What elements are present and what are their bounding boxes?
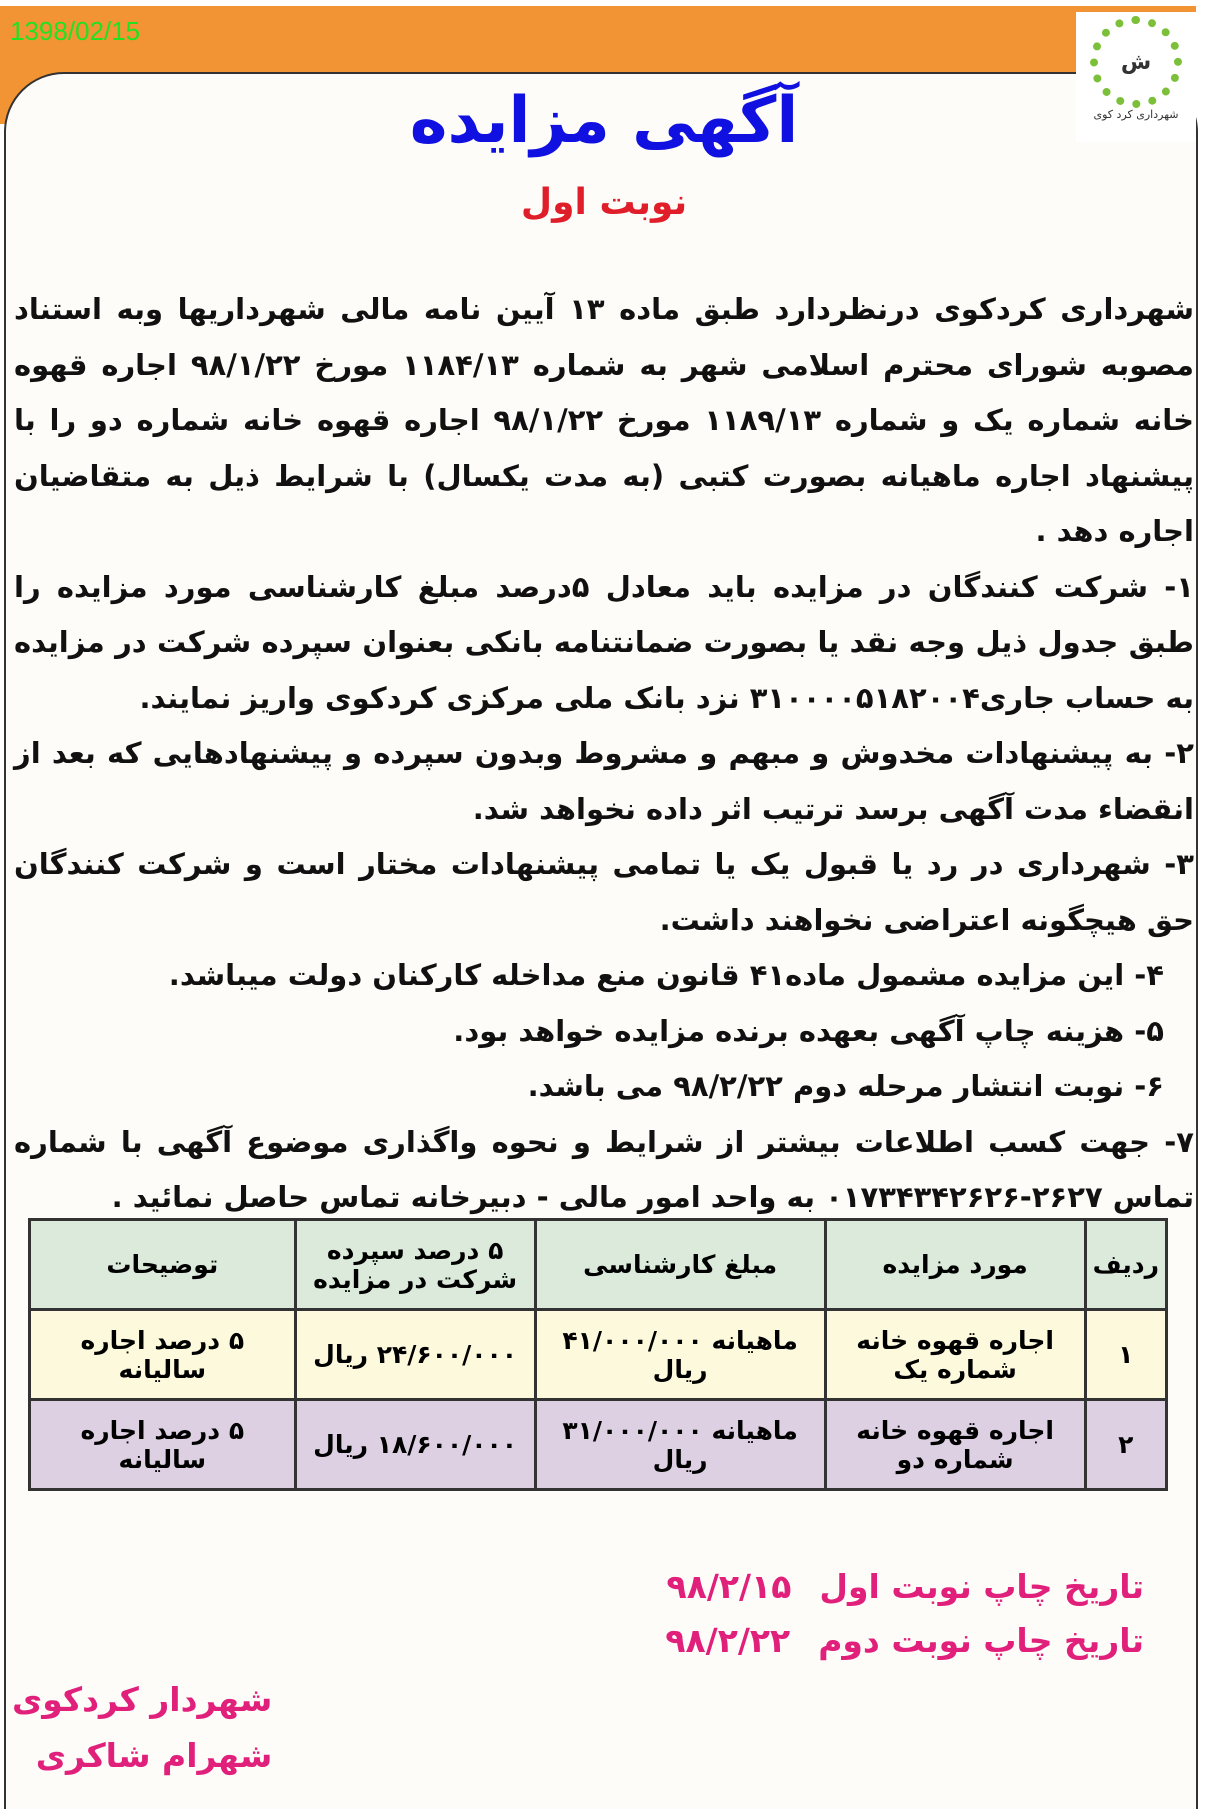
- condition-3: ۳- شهرداری در رد یا قبول یک یا تمامی پیشنهادات مختار است و شرکت کنندگان حق هیچگونه اعتراضی نخواهند داشت.: [14, 847, 1194, 937]
- col-header-notes: توضیحات: [30, 1220, 296, 1310]
- cell-row-number: ۲: [1085, 1400, 1166, 1490]
- page-title: آگهی مزایده: [409, 84, 799, 158]
- col-header-row-number: ردیف: [1085, 1220, 1166, 1310]
- print-dates: [665, 1560, 1144, 1668]
- print-date-first: [665, 1560, 1144, 1614]
- print-date-label: تاریخ چاپ نوبت اول: [819, 1567, 1144, 1606]
- col-header-item: مورد مزایده: [825, 1220, 1085, 1310]
- intro-paragraph: شهرداری کردکوی درنظردارد طبق ماده ۱۳ آیین نامه مالی شهرداریها وبه استناد مصوبه شورای محترم اسلامی شهر به شماره ۱۱۸۴/۱۳ مورخ ۹۸/۱/۲۲ اجاره قهوه خانه شماره یک و شماره ۱۱۸۹/۱۳ مورخ ۹۸/۱/۲۲ اجاره قهوه خانه شماره دو را با پیشنهاد اجاره ماهیانه بصورت کتبی (به مدت یکسال) با شرایط ذیل به متقاضیان اجاره دهد .: [14, 292, 1195, 548]
- print-date-label: تاریخ چاپ نوبت دوم: [818, 1621, 1144, 1660]
- table-row: [30, 1310, 1167, 1400]
- auction-table: [28, 1218, 1168, 1491]
- col-header-expert-price: مبلغ کارشناسی: [535, 1220, 825, 1310]
- cell-deposit: ۲۴/۶۰۰/۰۰۰ ریال: [295, 1310, 535, 1400]
- condition-2: ۲- به پیشنهادات مخدوش و مبهم و مشروط وبدون سپرده و پیشنهادهایی که بعد از انقضاء مدت آگهی برسد ترتیب اثر داده نخواهد شد.: [14, 736, 1194, 826]
- print-date-second: [665, 1614, 1144, 1668]
- signature-name: شهرام شاکری: [35, 1736, 273, 1775]
- col-header-deposit: ۵ درصد سپرده شرکت در مزایده: [295, 1220, 535, 1310]
- condition-6: ۶- نوبت انتشار مرحله دوم ۹۸/۲/۲۲ می باشد.: [527, 1069, 1164, 1103]
- print-date-value: ۹۸/۲/۲۲: [665, 1621, 791, 1660]
- page-subtitle: نوبت اول: [520, 182, 688, 223]
- cell-deposit: ۱۸/۶۰۰/۰۰۰ ریال: [295, 1400, 535, 1490]
- cell-notes: ۵ درصد اجاره سالیانه: [30, 1310, 296, 1400]
- condition-5: ۵- هزینه چاپ آگهی بعهده برنده مزایده خواهد بود.: [453, 1013, 1164, 1048]
- logo-emblem-icon: ش: [1090, 16, 1182, 108]
- table-row: [30, 1400, 1167, 1490]
- condition-4: ۴- این مزایده مشمول ماده۴۱ قانون منع مداخله کارکنان دولت میباشد.: [168, 958, 1164, 992]
- cell-item: اجاره قهوه خانه شماره یک: [825, 1310, 1085, 1400]
- condition-7: ۷- جهت کسب اطلاعات بیشتر از شرایط و نحوه واگذاری موضوع آگهی با شماره تماس ۲۶۲۷-۰۱۷۳۴۳۴۲۶۲۶ به واحد امور مالی - دبیرخانه تماس حاصل نمائید .: [14, 1124, 1194, 1214]
- condition-1: ۱- شرکت کنندگان در مزایده باید معادل ۵درصد مبلغ کارشناسی مورد مزایده را طبق جدول ذیل وجه نقد یا بصورت ضمانتنامه بانکی بعنوان سپرده شرکت در مزایده به حساب جاری۳۱۰۰۰۰۵۱۸۲۰۰۴ نزد بانک ملی مرکزی کردکوی واریز نمایند.: [14, 569, 1194, 715]
- logo-caption: شهرداری کرد کوی: [1093, 108, 1179, 121]
- notice-body: [14, 282, 1194, 1226]
- print-date-value: ۹۸/۲/۱۵: [666, 1567, 792, 1606]
- cell-expert-price: ماهیانه ۳۱/۰۰۰/۰۰۰ ریال: [535, 1400, 825, 1490]
- cell-notes: ۵ درصد اجاره سالیانه: [30, 1400, 296, 1490]
- header-date: 1398/02/15: [10, 16, 141, 46]
- signature-title: شهردار کردکوی: [12, 1680, 273, 1719]
- signature: [12, 1672, 272, 1784]
- table-header-row: [30, 1220, 1167, 1310]
- cell-item: اجاره قهوه خانه شماره دو: [825, 1400, 1085, 1490]
- cell-row-number: ۱: [1085, 1310, 1166, 1400]
- cell-expert-price: ماهیانه ۴۱/۰۰۰/۰۰۰ ریال: [535, 1310, 825, 1400]
